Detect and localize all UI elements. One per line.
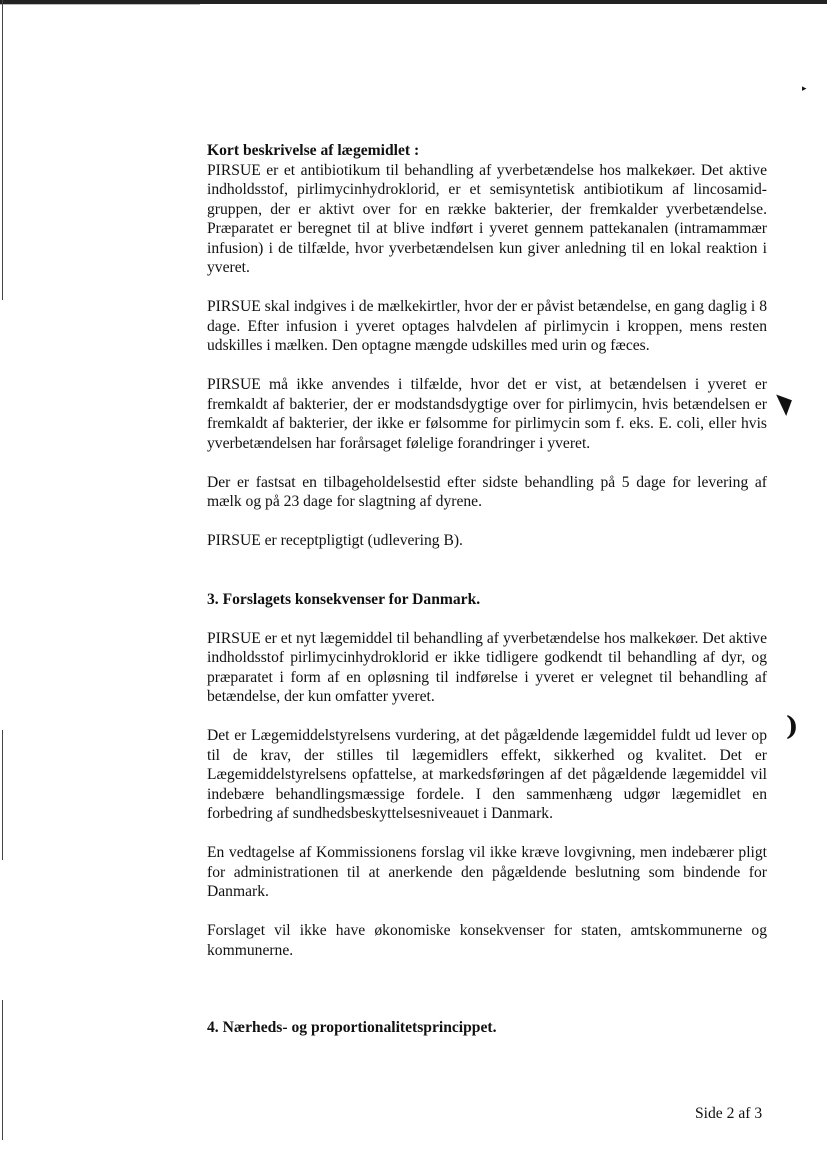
section-4-heading: 4. Nærheds- og proportionalitetsprincippet. bbox=[207, 1019, 497, 1036]
section-3-heading: 3. Forslagets konsekvenser for Danmark. bbox=[207, 590, 481, 608]
contraindication-paragraph: PIRSUE må ikke anvendes i tilfælde, hvor det er vist, at betændelsen i yveret er fremkaldt af bakterier, der er modstandsdygtige over for pirlimycin, hvis betændelsen er fremkaldt af bakterier, der ikke er følsomme for pirlimycin som f. eks. E. coli, eller hvis yverbetændelsen har forårsaget følelige forandringer i yveret. bbox=[207, 376, 767, 452]
product-description-label: Kort beskrivelse af lægemidlet : bbox=[207, 142, 420, 159]
dosage-paragraph: PIRSUE skal indgives i de mælkekirtler, hvor der er påvist betændelse, en gang daglig i 8 dage. Efter infusion i yveret optages halvdelen af pirlimycin i kroppen, mens resten udskilles i mælken. Den optagne mængde udskilles med urin og fæces. bbox=[207, 298, 767, 354]
scan-hole-punch-lower: ) bbox=[786, 712, 799, 742]
section-3-paragraph-2: Det er Lægemiddelstyrelsens vurdering, at det pågældende lægemiddel fuldt ud lever op til de krav, der stilles til lægemidlers effekt, sikkerhed og kvalitet. Det er Lægemiddelstyrelsens opfattelse, at markedsføringen af det pågældende lægemiddel vil indebære behandlingsmæssige fordele. I den sammenhæng udgør lægemidlet en forbedring af sundhedsbeskyttelsesniveauet i Danmark. bbox=[207, 727, 767, 822]
section-3-paragraph-4: Forslaget vil ikke have økonomiske konsekvenser for staten, amtskommunerne og kommunerne. bbox=[207, 922, 767, 959]
scan-left-edge-middle bbox=[2, 730, 3, 860]
scan-left-edge-upper bbox=[2, 0, 3, 300]
scan-top-shadow bbox=[0, 4, 200, 5]
scan-hole-punch-upper: ◥ bbox=[769, 389, 794, 420]
prescription-status-paragraph: PIRSUE er receptpligtigt (udlevering B). bbox=[207, 532, 463, 549]
withdrawal-period-paragraph: Der er fastsat en tilbageholdelsestid efter sidste behandling på 5 dage for levering af mælk og på 23 dage for slagtning af dyrene. bbox=[207, 473, 767, 510]
scan-left-edge-lower bbox=[2, 1000, 3, 1140]
document-body bbox=[207, 141, 767, 1038]
section-3-paragraph-3: En vedtagelse af Kommissionens forslag vil ikke kræve lovgivning, men indebærer pligt for administrationen til at anerkende den pågældende beslutning som bindende for Danmark. bbox=[207, 844, 767, 900]
product-description-paragraph: PIRSUE er et antibiotikum til behandling af yverbetændelse hos malkekøer. Det aktive indholdsstof, pirlimycinhydroklorid, er et semisyntetisk antibiotikum af lincosamid-gruppen, der er aktivt over for en række bakterier, der fremkalder yverbetændelse. Præparatet er beregnet til at blive indført i yveret gennem pattekanalen (intramammær infusion) i de tilfælde, hvor yverbetændelsen kun giver anledning til en lokal reaktion i yveret. bbox=[207, 161, 767, 276]
page-number: Side 2 af 3 bbox=[695, 1105, 763, 1122]
scan-speck-mark: ▸ bbox=[802, 84, 807, 94]
section-3-paragraph-1: PIRSUE er et nyt lægemiddel til behandling af yverbetændelse hos malkekøer. Det aktive indholdsstof pirlimycinhydroklorid er ikke tidligere godkendt til behandling af dyr, og præparatet i form af en opløsning til indførelse i yveret er velegnet til behandling af betændelse, der kun omfatter yveret. bbox=[207, 629, 767, 705]
